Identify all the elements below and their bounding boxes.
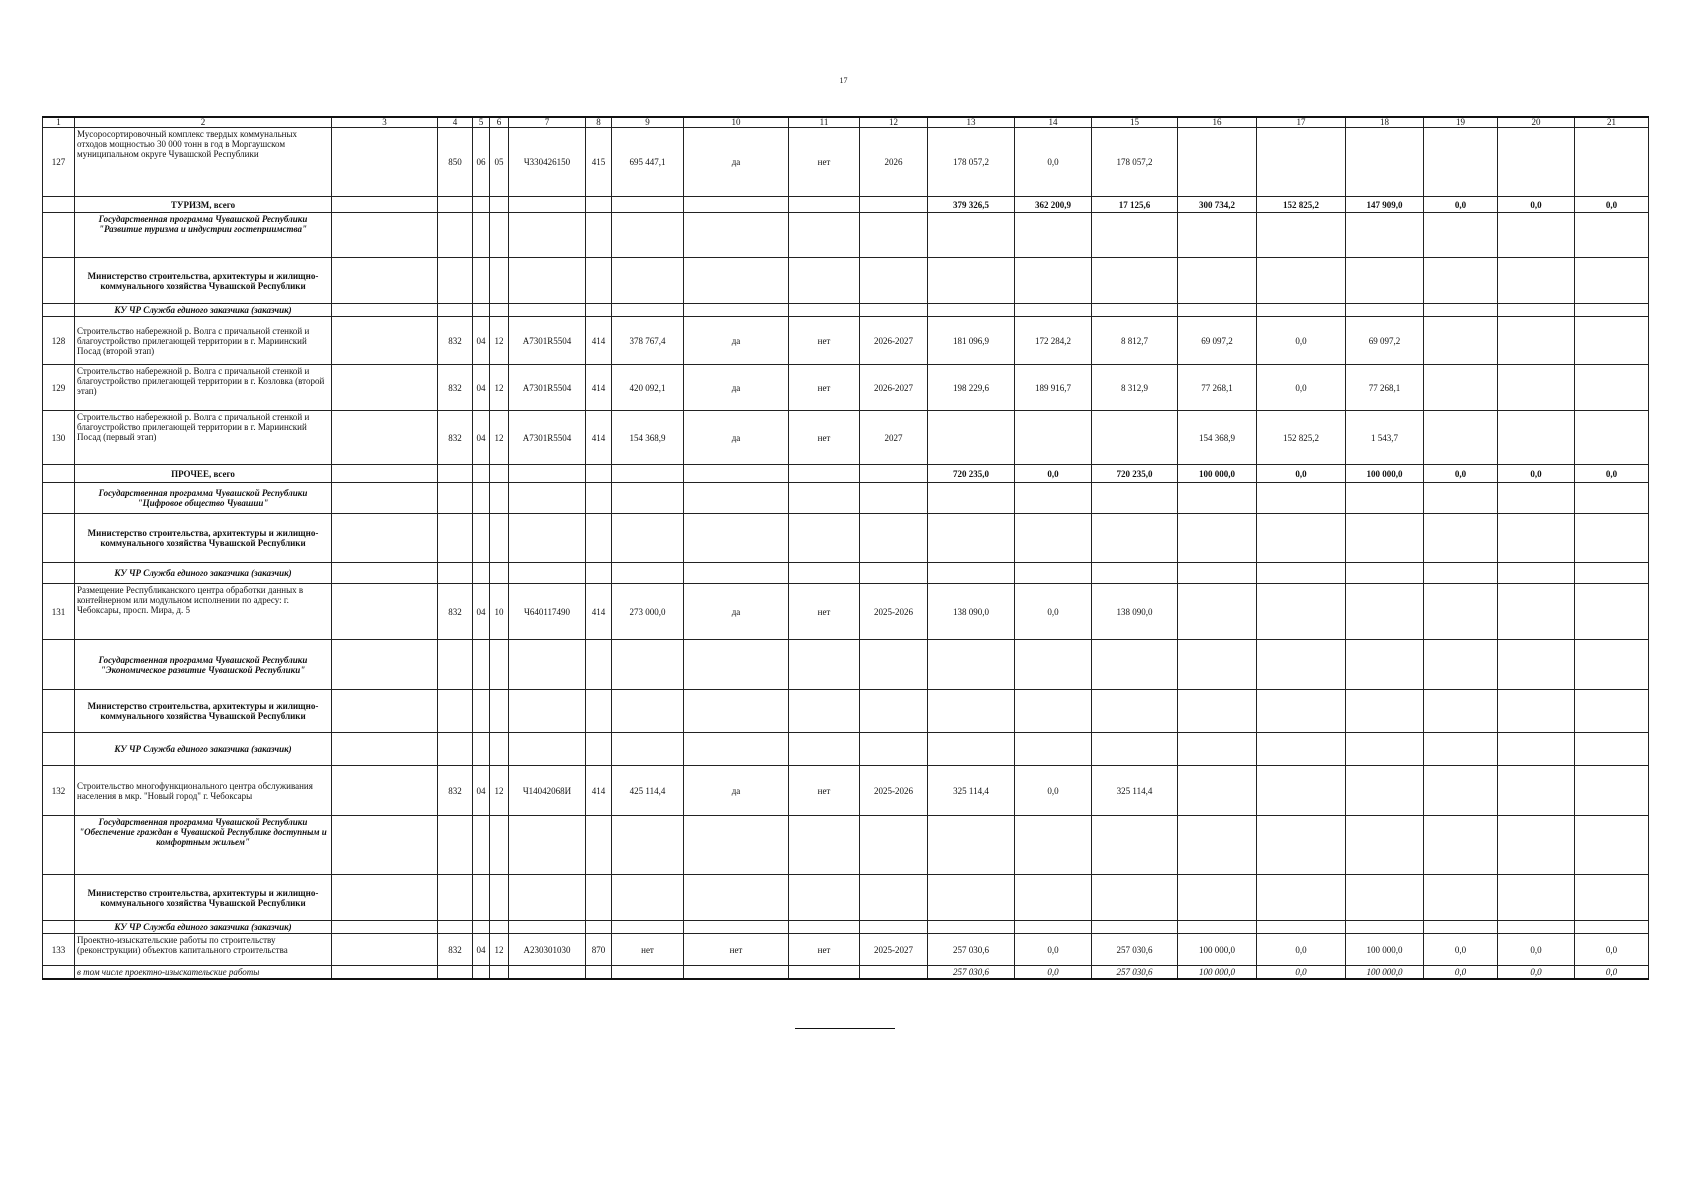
cell: 17 125,6 — [1092, 197, 1178, 213]
cell: 414 — [586, 584, 612, 640]
cell: 0,0 — [1424, 966, 1498, 980]
cell — [1575, 365, 1649, 411]
program-row — [43, 483, 1649, 514]
cell: 12 — [490, 411, 509, 465]
cell: 832 — [438, 766, 473, 816]
cell: 0,0 — [1498, 966, 1575, 980]
cell: 720 235,0 — [928, 465, 1015, 483]
section-total-row — [43, 197, 1649, 213]
cell: 2026 — [860, 128, 928, 197]
cell: 12 — [490, 766, 509, 816]
ministry-row — [43, 875, 1649, 921]
col-header: 12 — [860, 117, 928, 128]
cell — [928, 411, 1015, 465]
cell: нет — [789, 934, 860, 966]
col-header: 7 — [509, 117, 586, 128]
cell: 0,0 — [1498, 465, 1575, 483]
cell — [332, 365, 438, 411]
cell: да — [684, 317, 789, 365]
cell: 425 114,4 — [612, 766, 684, 816]
cell: 832 — [438, 934, 473, 966]
cell: 69 097,2 — [1346, 317, 1424, 365]
ministry-name: Министерство строительства, архитектуры и жилищно-коммунального хозяйства Чувашской Республики — [75, 690, 332, 733]
row-number: 130 — [43, 411, 75, 465]
table-row — [43, 934, 1649, 966]
col-header: 10 — [684, 117, 789, 128]
cell: 147 909,0 — [1346, 197, 1424, 213]
cell: да — [684, 766, 789, 816]
cell: 178 057,2 — [928, 128, 1015, 197]
cell: 0,0 — [1257, 966, 1346, 980]
cell: 172 284,2 — [1015, 317, 1092, 365]
cell — [684, 197, 789, 213]
cell: 362 200,9 — [1015, 197, 1092, 213]
including-row — [43, 966, 1649, 980]
object-name: Строительство многофункционального центра обслуживания населения в мкр. "Новый город" г. Чебоксары — [75, 766, 332, 816]
cell — [332, 197, 438, 213]
cell — [473, 197, 490, 213]
ministry-row — [43, 514, 1649, 563]
customer-row — [43, 304, 1649, 317]
cell: 257 030,6 — [928, 966, 1015, 980]
cell: 8 312,9 — [1092, 365, 1178, 411]
cell — [1498, 317, 1575, 365]
cell — [332, 584, 438, 640]
cell: 100 000,0 — [1178, 966, 1257, 980]
cell: 325 114,4 — [1092, 766, 1178, 816]
section-title: ТУРИЗМ, всего — [75, 197, 332, 213]
col-header: 8 — [586, 117, 612, 128]
cell: 832 — [438, 411, 473, 465]
cell — [43, 213, 75, 258]
including-label: в том числе проектно-изыскательские работы — [75, 966, 332, 980]
cell: 12 — [490, 934, 509, 966]
cell: Ч14042068И — [509, 766, 586, 816]
section-total-row — [43, 465, 1649, 483]
cell: 154 368,9 — [1178, 411, 1257, 465]
cell — [789, 197, 860, 213]
cell — [612, 197, 684, 213]
cell — [586, 197, 612, 213]
cell: 0,0 — [1257, 934, 1346, 966]
col-header: 11 — [789, 117, 860, 128]
cell: 69 097,2 — [1178, 317, 1257, 365]
program-row — [43, 213, 1649, 258]
ministry-row — [43, 690, 1649, 733]
cell: 154 368,9 — [612, 411, 684, 465]
cell: 0,0 — [1498, 934, 1575, 966]
cell: 415 — [586, 128, 612, 197]
program-name: Государственная программа Чувашской Республики "Цифровое общество Чувашии" — [75, 483, 332, 514]
cell: 0,0 — [1015, 934, 1092, 966]
table-row — [43, 128, 1649, 197]
cell: 695 447,1 — [612, 128, 684, 197]
cell: 181 096,9 — [928, 317, 1015, 365]
cell: 178 057,2 — [1092, 128, 1178, 197]
customer-name: КУ ЧР Служба единого заказчика (заказчик) — [75, 921, 332, 934]
cell: 257 030,6 — [1092, 966, 1178, 980]
cell — [332, 411, 438, 465]
col-header: 9 — [612, 117, 684, 128]
row-number: 131 — [43, 584, 75, 640]
cell: 257 030,6 — [928, 934, 1015, 966]
cell: 2027 — [860, 411, 928, 465]
cell: 0,0 — [1424, 934, 1498, 966]
cell — [43, 465, 75, 483]
ministry-name: Министерство строительства, архитектуры и жилищно-коммунального хозяйства Чувашской Республики — [75, 875, 332, 921]
cell: 189 916,7 — [1015, 365, 1092, 411]
investment-table — [42, 116, 1649, 980]
ministry-row — [43, 258, 1649, 304]
cell: 04 — [473, 584, 490, 640]
col-header: 2 — [75, 117, 332, 128]
cell: нет — [789, 584, 860, 640]
cell — [1015, 411, 1092, 465]
cell: 04 — [473, 934, 490, 966]
cell: 12 — [490, 317, 509, 365]
cell: Ч330426150 — [509, 128, 586, 197]
cell — [1424, 128, 1498, 197]
cell: нет — [612, 934, 684, 966]
cell: 04 — [473, 766, 490, 816]
cell: 0,0 — [1575, 197, 1649, 213]
col-header: 20 — [1498, 117, 1575, 128]
cell: 273 000,0 — [612, 584, 684, 640]
cell: 04 — [473, 411, 490, 465]
cell: 832 — [438, 317, 473, 365]
object-name: Строительство набережной р. Волга с причальной стенкой и благоустройство прилегающей территории в г. Мариинский Посад (второй этап) — [75, 317, 332, 365]
cell: да — [684, 128, 789, 197]
cell: 0,0 — [1424, 197, 1498, 213]
row-number: 133 — [43, 934, 75, 966]
page-number: 17 — [839, 76, 848, 85]
cell: 100 000,0 — [1346, 966, 1424, 980]
col-header: 19 — [1424, 117, 1498, 128]
table-row — [43, 584, 1649, 640]
cell — [1575, 411, 1649, 465]
col-header: 21 — [1575, 117, 1649, 128]
cell: 414 — [586, 411, 612, 465]
col-header: 15 — [1092, 117, 1178, 128]
cell: 414 — [586, 365, 612, 411]
cell — [1257, 128, 1346, 197]
cell: нет — [789, 317, 860, 365]
cell: нет — [789, 365, 860, 411]
cell: 06 — [473, 128, 490, 197]
cell: 0,0 — [1575, 465, 1649, 483]
cell: 0,0 — [1424, 465, 1498, 483]
cell: А7301R5504 — [509, 411, 586, 465]
cell: 378 767,4 — [612, 317, 684, 365]
cell: 0,0 — [1575, 966, 1649, 980]
cell: 100 000,0 — [1178, 465, 1257, 483]
cell: 870 — [586, 934, 612, 966]
cell — [1498, 411, 1575, 465]
cell: 100 000,0 — [1178, 934, 1257, 966]
section-title: ПРОЧЕЕ, всего — [75, 465, 332, 483]
cell: 152 825,2 — [1257, 411, 1346, 465]
customer-name: КУ ЧР Служба единого заказчика (заказчик) — [75, 563, 332, 584]
cell: 379 326,5 — [928, 197, 1015, 213]
cell: Ч640117490 — [509, 584, 586, 640]
cell — [332, 317, 438, 365]
col-header: 4 — [438, 117, 473, 128]
cell: 414 — [586, 766, 612, 816]
program-name: Государственная программа Чувашской Республики "Экономическое развитие Чувашской Республики" — [75, 640, 332, 690]
cell: 2025-2026 — [860, 766, 928, 816]
cell — [332, 128, 438, 197]
customer-row — [43, 921, 1649, 934]
cell — [1346, 128, 1424, 197]
table-row — [43, 766, 1649, 816]
cell: 1 543,7 — [1346, 411, 1424, 465]
cell — [43, 304, 75, 317]
cell: 0,0 — [1257, 465, 1346, 483]
cell — [1575, 128, 1649, 197]
cell — [490, 197, 509, 213]
cell: 0,0 — [1015, 465, 1092, 483]
cell: 12 — [490, 365, 509, 411]
column-number-row — [43, 117, 1649, 128]
cell: нет — [789, 411, 860, 465]
row-number: 129 — [43, 365, 75, 411]
cell — [1424, 411, 1498, 465]
cell: 420 092,1 — [612, 365, 684, 411]
cell: 77 268,1 — [1346, 365, 1424, 411]
cell: 0,0 — [1257, 317, 1346, 365]
cell: 414 — [586, 317, 612, 365]
cell: 77 268,1 — [1178, 365, 1257, 411]
cell: да — [684, 365, 789, 411]
cell: 8 812,7 — [1092, 317, 1178, 365]
cell: 2026-2027 — [860, 365, 928, 411]
cell — [1424, 317, 1498, 365]
cell: 04 — [473, 365, 490, 411]
table-row — [43, 317, 1649, 365]
cell: 832 — [438, 584, 473, 640]
cell: нет — [789, 766, 860, 816]
cell — [509, 197, 586, 213]
cell: 832 — [438, 365, 473, 411]
cell: 198 229,6 — [928, 365, 1015, 411]
cell: 05 — [490, 128, 509, 197]
cell: 0,0 — [1015, 966, 1092, 980]
cell: 0,0 — [1257, 365, 1346, 411]
object-name: Размещение Республиканского центра обработки данных в контейнерном или модульном исполнении по адресу: г. Чебоксары, просп. Мира, д. 5 — [75, 584, 332, 640]
object-name: Строительство набережной р. Волга с причальной стенкой и благоустройство прилегающей территории в г. Мариинский Посад (первый этап) — [75, 411, 332, 465]
cell: 325 114,4 — [928, 766, 1015, 816]
cell: 04 — [473, 317, 490, 365]
cell: 0,0 — [1575, 934, 1649, 966]
cell — [1498, 128, 1575, 197]
col-header: 5 — [473, 117, 490, 128]
col-header: 17 — [1257, 117, 1346, 128]
cell — [1178, 128, 1257, 197]
col-header: 16 — [1178, 117, 1257, 128]
cell — [332, 766, 438, 816]
cell: 0,0 — [1015, 128, 1092, 197]
col-header: 1 — [43, 117, 75, 128]
cell: нет — [684, 934, 789, 966]
program-row — [43, 640, 1649, 690]
cell — [1092, 411, 1178, 465]
cell: 10 — [490, 584, 509, 640]
ministry-name: Министерство строительства, архитектуры и жилищно-коммунального хозяйства Чувашской Республики — [75, 258, 332, 304]
table-row — [43, 365, 1649, 411]
cell — [1575, 317, 1649, 365]
cell: А230301030 — [509, 934, 586, 966]
customer-name: КУ ЧР Служба единого заказчика (заказчик) — [75, 733, 332, 766]
cell — [1424, 365, 1498, 411]
object-name: Строительство набережной р. Волга с причальной стенкой и благоустройство прилегающей территории в г. Козловка (второй этап) — [75, 365, 332, 411]
cell: да — [684, 411, 789, 465]
cell: да — [684, 584, 789, 640]
cell: 0,0 — [1015, 584, 1092, 640]
footer-separator-line — [795, 1028, 895, 1029]
cell: 850 — [438, 128, 473, 197]
object-name: Мусоросортировочный комплекс твердых коммунальных отходов мощностью 30 000 тонн в год в Моргаушском муниципальном округе Чувашской Республики — [75, 128, 332, 197]
customer-row — [43, 563, 1649, 584]
program-name: Государственная программа Чувашской Республики "Обеспечение граждан в Чувашской Республике доступным и комфортным жильем" — [75, 816, 332, 875]
cell: 720 235,0 — [1092, 465, 1178, 483]
col-header: 14 — [1015, 117, 1092, 128]
col-header: 3 — [332, 117, 438, 128]
col-header: 18 — [1346, 117, 1424, 128]
cell: 138 090,0 — [1092, 584, 1178, 640]
object-name: Проектно-изыскательские работы по строительству (реконструкции) объектов капитального строительства — [75, 934, 332, 966]
cell: А7301R5504 — [509, 317, 586, 365]
cell — [43, 197, 75, 213]
cell — [860, 197, 928, 213]
cell: 2026-2027 — [860, 317, 928, 365]
cell: 0,0 — [1015, 766, 1092, 816]
program-row — [43, 816, 1649, 875]
program-name: Государственная программа Чувашской Республики "Развитие туризма и индустрии гостеприимства" — [75, 213, 332, 258]
row-number: 128 — [43, 317, 75, 365]
cell: 2025-2026 — [860, 584, 928, 640]
table-row — [43, 411, 1649, 465]
customer-name: КУ ЧР Служба единого заказчика (заказчик) — [75, 304, 332, 317]
cell: 2025-2027 — [860, 934, 928, 966]
cell: 257 030,6 — [1092, 934, 1178, 966]
row-number: 132 — [43, 766, 75, 816]
cell: 138 090,0 — [928, 584, 1015, 640]
cell — [1498, 365, 1575, 411]
cell: 0,0 — [1498, 197, 1575, 213]
cell: 100 000,0 — [1346, 465, 1424, 483]
cell: нет — [789, 128, 860, 197]
col-header: 13 — [928, 117, 1015, 128]
cell: А7301R5504 — [509, 365, 586, 411]
cell — [438, 197, 473, 213]
cell: 100 000,0 — [1346, 934, 1424, 966]
row-number: 127 — [43, 128, 75, 197]
cell: 300 734,2 — [1178, 197, 1257, 213]
cell: 152 825,2 — [1257, 197, 1346, 213]
cell — [332, 934, 438, 966]
customer-row — [43, 733, 1649, 766]
ministry-name: Министерство строительства, архитектуры и жилищно-коммунального хозяйства Чувашской Республики — [75, 514, 332, 563]
col-header: 6 — [490, 117, 509, 128]
cell — [43, 258, 75, 304]
